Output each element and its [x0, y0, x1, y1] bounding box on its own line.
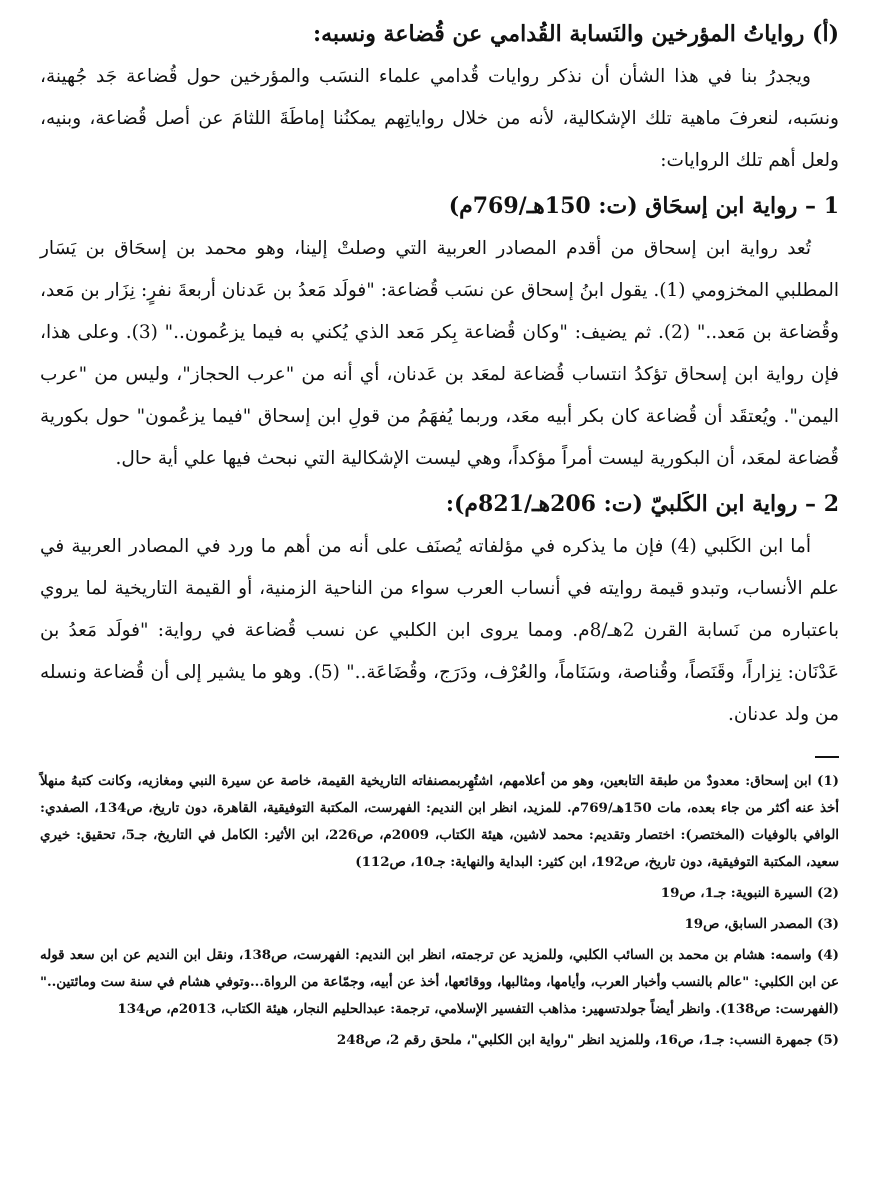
footnote-text: واسمه: هشام بن محمد بن السائب الكلبي، وللمزيد عن ترجمته، انظر ابن النديم: الفهرست، ص138، ونقل ابن النديم عن ابن سعد قوله عن ابن الكلبي: "عالم بالنسب وأخبار العرب، وأيامها، ومثالبها، ووقائعها، أخذ عن أبيه، وجمّاعة من الرواة...وتوفي هشام في سنة ست ومائتين.." (الفهرست: ص138). وانظر أيضاً جولدتسهير: مذاهب التفسير الإسلامي، ترجمة: عبدالحليم النجار، هيئة الكتاب، 2013م، ص134: [40, 947, 839, 1017]
narration-1-paragraph: تُعد رواية ابن إسحاق من أقدم المصادر العربية التي وصلتْ إلينا، وهو محمد بن إسحَاق بن يَسَار المطلبي المخزومي (1). يقول ابنُ إسحاق عن نسَب قُضاعة: "فولَد مَعدُ بن عَدنان أربعةَ نفرٍ: نِزَار بن مَعد، وقُضاعة بن مَعد.." (2). ثم يضيف: "وكان قُضاعة بِكر مَعد الذي يُكني به فيما يزعُمون.." (3). وعلى هذا، فإن رواية ابن إسحاق تؤكدُ انتساب قُضاعة لمعَد بن عَدنان، أي أنه من "عرب الحجاز"، وليس من "عرب اليمن". ويُعتقَد أن قُضاعة كان بكر أبيه معَد، وربما يُفهَمُ من قولِ ابن إسحاق "فيما يزعُمون" حول بكورية قُضاعة لمعَد، أن البكورية ليست أمراً مؤكداً، وهي ليست الإشكالية التي نبحث فيها علي أية حال.: [40, 238, 839, 469]
footnote-2: [40, 880, 839, 907]
narration-2-heading: 2 – رواية ابن الكَلبيّ (ت: 206هـ/821م):: [445, 491, 839, 517]
footnote-number: (4): [816, 947, 839, 963]
footnote-number: (1): [816, 773, 839, 789]
footnote-text: ابن إسحاق: معدودٌ من طبقة التابعين، وهو من أعلامهم، اشتُهِربمصنفاته التاريخية القيمة، خاصة عن سيرة النبي ومغازيه، وكانت كتبهُ منهلاً أخذ عنه أكثر من جاء بعده، مات 150هـ/769م. للمزيد، انظر ابن النديم: الفهرست، المكتبة التوفيقية، القاهرة، دون تاريخ، ص134، الصفدي: الوافي بالوفيات (المختصر): اختصار وتقديم: محمد لاشين، هيئة الكتاب، 2009م، ص226، ابن الأثير: الكامل في التاريخ، جـ5، تحقيق: خيري سعيد، المكتبة التوفيقية، دون تاريخ، ص192، ابن كثير: البداية والنهاية: جـ10، ص112): [40, 773, 840, 870]
footnote-4: [40, 942, 839, 1023]
footnotes: [40, 768, 839, 1054]
narration-2-paragraph: أما ابن الكَلبي (4) فإن ما يذكره في مؤلفاته يُصنَف على أنه من أهم ما ورد في المصادر العربية في علم الأنساب، وتبدو قيمة روايته في أنساب العرب سواء من الناحية الزمنية، أو القيمة التاريخية لما يروي باعتباره من نَسابة القرن 2هـ/8م. ومما يروى ابن الكلبي عن نسب قُضاعة في رواية: "فولَد مَعدُ بن عَدْنَان: نِزاراً، وقَنَصاً، وقُناصة، وسَنَاماً، والعُرْف، ودَرَج، وقُضَاعَة.." (5). وهو ما يشير إلى أن قُضاعة ونسله من ولد عدنان.: [40, 536, 839, 725]
footnote-number: (5): [816, 1032, 839, 1048]
footnote-5: [40, 1027, 839, 1054]
section-title: (أ) رواياتُ المؤرخين والنَسابة القُدامي عن قُضاعة ونسبه:: [312, 21, 839, 47]
footnote-number: (3): [816, 916, 839, 932]
intro-paragraph: ويجدرُ بنا في هذا الشأن أن نذكر روايات قُدامي علماء النسَب والمؤرخين حول قُضاعة جَد جُهينة، ونسَبه، لنعرفَ ماهية تلك الإشكالية، لأنه من خلال رواياتِهم يمكنُنا إماطَةَ اللثامَ عن أصل قُضاعة، وبنيه، ولعل أهم تلك الروايات:: [40, 66, 839, 171]
footnote-3: [40, 911, 839, 938]
footnote-text: جمهرة النسب: جـ1، ص16، وللمزيد انظر "رواية ابن الكلبي"، ملحق رقم 2، ص248: [336, 1032, 813, 1048]
footnote-1: [40, 768, 839, 876]
footnote-number: (2): [816, 885, 839, 901]
footnote-text: المصدر السابق، ص19: [684, 916, 813, 932]
footnote-separator: [815, 756, 839, 758]
footnote-text: السيرة النبوية: جـ1، ص19: [660, 885, 813, 901]
narration-1-heading: 1 – رواية ابن إسحَاق (ت: 150هـ/769م): [448, 193, 839, 219]
